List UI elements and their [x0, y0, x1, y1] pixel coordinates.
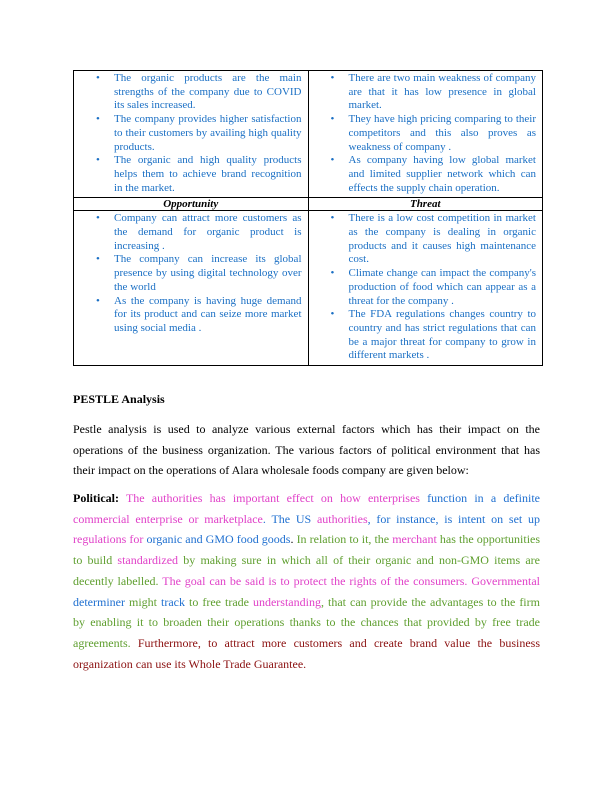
political-segment: The authorities has important effect on how enterprises	[118, 491, 428, 505]
strengths-list	[80, 72, 302, 195]
political-segment: to free trade	[189, 594, 253, 609]
list-item: • As company having low global market and limited supplier network which can effects the supply chain operation.	[330, 154, 536, 194]
political-segment: In relation to it, the	[296, 532, 393, 547]
political-segment: standardized	[117, 553, 184, 568]
political-segment: , that can provide the advantages to the firm by enabling it to broaden their operations thanks to the chances that provided by free trade agreements.	[73, 594, 540, 650]
threat-header: Threat	[308, 198, 543, 211]
list-item: • The organic and high quality products helps them to achieve brand recognition in the market.	[96, 154, 302, 194]
list-item: • Company can attract more customers as the demand for organic product is increasing .	[96, 212, 302, 252]
swot-header-row	[74, 198, 543, 211]
list-item: • There is a low cost competition in market as the company is dealing in organic products and it causes high maintenance cost.	[330, 212, 536, 266]
swot-row-opportunities-threats	[74, 211, 543, 366]
pestle-intro-paragraph: Pestle analysis is used to analyze various external factors which has their impact on the operations of the business organization. The various factors of political environment that has their impact on the operations of Alara wholesale foods company are given below:	[73, 422, 540, 478]
opportunities-list	[80, 212, 302, 335]
political-segment: regulations for	[73, 532, 147, 547]
swot-table	[73, 70, 543, 366]
swot-row-strengths-weaknesses	[74, 71, 543, 198]
pestle-heading: PESTLE Analysis	[73, 392, 165, 406]
political-segment: understanding	[252, 594, 321, 609]
list-item: • The organic products are the main strengths of the company due to COVID its sales increased.	[96, 72, 302, 112]
list-item: • The FDA regulations changes country to country and has strict regulations that can be a major threat for company to grow in different markets .	[330, 308, 536, 362]
political-label: Political:	[73, 491, 119, 505]
weaknesses-cell	[308, 71, 543, 198]
list-item: • Climate change can impact the company's production of food which can appear as a threat for the company .	[330, 267, 536, 307]
political-segment: has the opportunities to build	[73, 532, 541, 568]
political-segment: authorities	[316, 511, 368, 526]
opportunities-cell	[74, 211, 309, 366]
political-segment: organic and GMO food goods	[146, 532, 291, 547]
list-item: • The company can increase its global presence by using digital technology over the world	[96, 253, 302, 293]
threats-cell	[308, 211, 543, 366]
political-segment: by making sure in which all of their organic and non-GMO items are decently labelled.	[73, 553, 540, 588]
list-item: • As the company is having huge demand for its product and can seize more market using social media .	[96, 294, 302, 334]
weaknesses-list	[315, 72, 537, 195]
political-segment: .	[290, 532, 297, 547]
opportunity-header: Opportunity	[74, 198, 309, 211]
political-segment: track	[161, 594, 189, 609]
list-item: • They have high pricing comparing to their competitors and this also proves as weakness of company .	[330, 113, 536, 153]
political-segment: The goal can be said is to protect the rights of the consumers. Governmental	[162, 573, 540, 588]
political-segment: merchant	[392, 532, 440, 547]
political-segment: , for instance, is intent on set up	[367, 511, 540, 526]
political-segment: commercial enterprise or marketplace	[73, 511, 263, 526]
political-segment: function in a definite	[427, 491, 540, 505]
political-segment: might	[128, 594, 161, 609]
political-segment: Furthermore, to attract more customers and create brand value the business organization can use its Whole Trade Guarantee.	[73, 635, 540, 671]
list-item: • There are two main weakness of company are that it has low presence in global market.	[330, 72, 536, 112]
list-item: • The company provides higher satisfaction to their customers by availing high quality products.	[96, 113, 302, 153]
threats-list	[315, 212, 537, 363]
political-segment: . The US	[262, 511, 317, 526]
strengths-cell	[74, 71, 309, 198]
political-segment: determiner	[73, 594, 129, 609]
political-text	[73, 491, 540, 671]
political-paragraph	[73, 488, 540, 674]
